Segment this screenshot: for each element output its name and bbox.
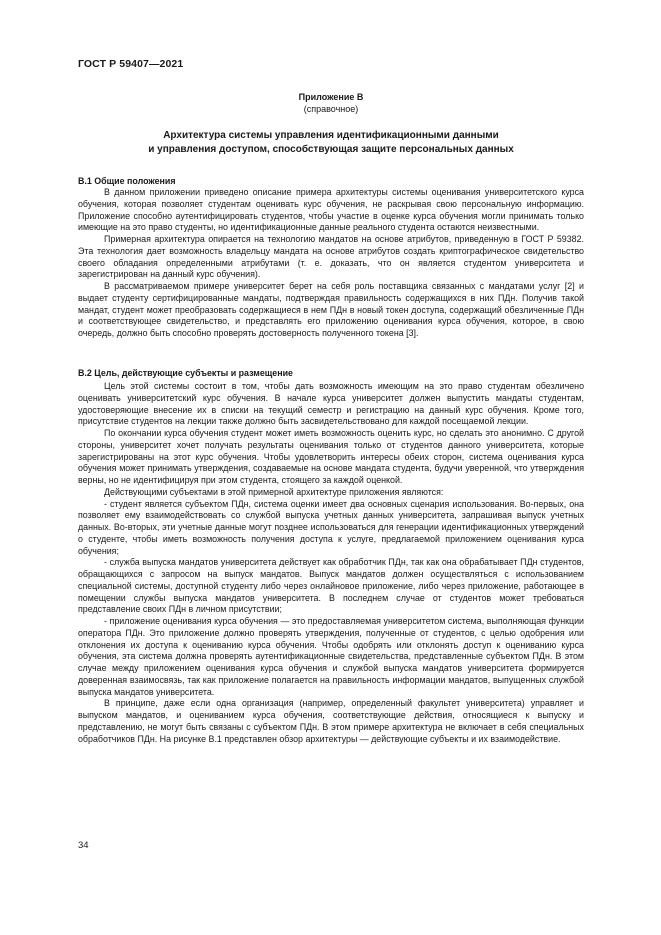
paragraph: Цель этой системы состоит в том, чтобы дать возможность имеющим на это право студентам обезличено оценивать университетский курс обучения. В начале курса университет должен выпустить мандаты студентам, удостоверяющие внесение их в списки на текущий семестр и регистрацию на данный курс обучения. Кроме того, присутствие студентов на лекции также должно быть засвидетельствовано для каждой посещаемой лекции. bbox=[78, 381, 584, 427]
appendix-subtitle: (справочное) bbox=[303, 104, 359, 114]
paragraph: Действующими субъектами в этой примерной архитектуре приложения являются: bbox=[104, 486, 444, 497]
list-item: - приложение оценивания курса обучения — это предоставляемая университетом система, выполняющая функции оператора ПДн. Это приложение должно проверять утверждения, полученные от студентов, с целью одобрения или отклонения их доступа к оцениванию курса обучения. Чтобы одобрять или отклонять доступ к оцениванию курса обучения, эта система должна проверять аутентификационные свидетельства, представленные субъектом ПДн. В этом случае между приложением оценивания курса обучения и службой выпуска мандатов университета формируется доверенная взаимосвязь, так как приложение полагается на правильность информации мандатов, выпущенных службой выпуска мандатов университета. bbox=[78, 616, 584, 697]
page-number: 34 bbox=[78, 840, 89, 851]
paragraph: В данном приложении приведено описание примера архитектуры системы оценивания университетского курса обучения, которая позволяет студентам оценивать курс обучения, не раскрывая свою персональную информацию. Приложение способно аутентифицировать студентов, чтобы участие в оценке курса обучения могли принимать только имеющие на это право студенты, но идентификационные данные реального студента остаются неизвестными. bbox=[78, 187, 584, 233]
appendix-title: Приложение В bbox=[298, 92, 364, 102]
paragraph: По окончании курса обучения студент может иметь возможность оценить курс, но сделать это анонимно. С другой стороны, университет хочет получать результаты оценивания только от студентов данного университета, которые зарегистрированы на этот курс обучения. Чтобы удовлетворить интересы обеих сторон, система оценивания курса обучения может принимать утверждения, создаваемые на основе мандата студента, будучи уверенной, что утверждения верны, но не идентифицируя при этом студента, стоящего за каждой оценкой. bbox=[78, 428, 584, 485]
section-heading-purpose: В.2 Цель, действующие субъекты и размещение bbox=[78, 368, 293, 378]
document-title bbox=[78, 129, 584, 157]
list-item: - служба выпуска мандатов университета действует как обработчик ПДн, так как она обрабатывает ПДн студентов, обращающихся с запросом на выпуск мандатов. Выпуск мандатов должен осуществляться с использованием специальной системы, доступной студенту либо через онлайновое приложение, либо через приложение, работающее в помещении службы выпуска мандатов университета. В последнем случае от студентов может требоваться представление своих ПДн в личном присутствии; bbox=[78, 557, 584, 615]
paragraph: В рассматриваемом примере университет берет на себя роль поставщика связанных с мандатами услуг [2] и выдает студенту сертифицированные мандаты, подтверждая правильность содержащихся в них ПДн. Получив такой мандат, студент может преобразовать содержащиеся в нем ПДн в новый токен доступа, содержащий обезличенные ПДн и соответствующее свидетельство, и представлять его приложению оценивания курса обучения, которое, в свою очередь, должно быть способно проверять достоверность полученного токена [3]. bbox=[78, 281, 584, 338]
document-title-line-1: Архитектура системы управления идентификационными данными bbox=[163, 130, 499, 141]
paragraph: В принципе, даже если одна организация (например, определенный факультет университета) управляет и выпуском мандатов, и оцениванием курса обучения, соответствующие действия, относящиеся к выпуску и представлению, не могут быть связаны с субъектом ПДн. В этом примере архитектура не включает в себя специальных обработчиков ПДн. На рисунке В.1 представлен обзор архитектуры — действующие субъекты и их взаимодействие. bbox=[78, 698, 584, 744]
paragraph: Примерная архитектура опирается на технологию мандатов на основе атрибутов, приведенную в ГОСТ Р 59382. Эта технология дает возможность владельцу мандата на основе атрибутов создать криптографическое свидетельство своего обладания определенными атрибутами (т. е. доказать, что он является студентом университета и зарегистрирован на данный курс обучения). bbox=[78, 234, 584, 280]
section-purpose-body bbox=[78, 381, 584, 745]
standard-header: ГОСТ Р 59407—2021 bbox=[78, 58, 184, 70]
section-general-body bbox=[78, 187, 584, 340]
document-title-line-2: и управления доступом, способствующая защите персональных данных bbox=[148, 144, 514, 155]
section-heading-general: В.1 Общие положения bbox=[78, 176, 176, 186]
list-item: - студент является субъектом ПДн, система оценки имеет два основных сценария использования. Во-первых, она позволяет ему взаимодействовать со службой выпуска учетных данных университета, запрашивая выпуск учетных данных. Во-вторых, эти учетные данные могут позднее использоваться для генерации идентификационных утверждений о студенте, чтобы иметь возможность получения доступа к услуге, предлагаемой приложением оценивания курса обучения; bbox=[78, 498, 584, 556]
